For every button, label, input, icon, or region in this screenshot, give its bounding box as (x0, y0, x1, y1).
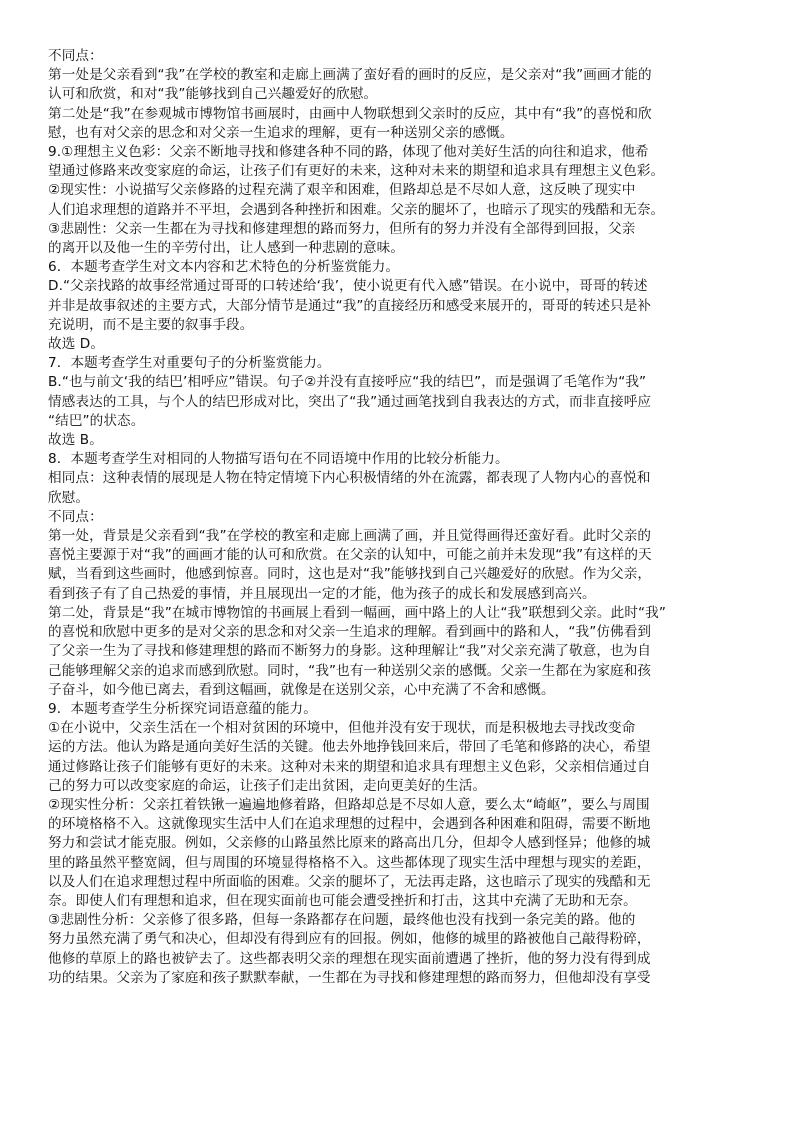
text-line: ②现实性：小说描写父亲修路的过程充满了艰辛和困难，但路却总是不尽如人意，这反映了现实中 (48, 182, 636, 199)
text-line: 努力和尝试才能克服。例如，父亲修的山路虽然比原来的路高出几分，但却令人感到怪异；他修的城 (48, 835, 651, 852)
text-line: 9．本题考查学生分析探究词语意蕴的能力。 (48, 700, 317, 717)
text-line: 功的结果。父亲为了家庭和孩子默默奉献，一生都在为寻找和修建理想的路而努力，但他却没有享受 (48, 969, 651, 986)
text-line: 相同点：这种表情的展现是人物在特定情境下内心积极情绪的外在流露，都表现了人物内心的喜悦和 (48, 470, 651, 487)
text-line: 喜悦主要源于对“我”的画画才能的认可和欣赏。在父亲的认知中，可能之前并未发现“我”有这样的天 (48, 547, 652, 564)
text-line: 充说明，而不是主要的叙事手段。 (48, 316, 254, 333)
text-line: 己的努力可以改变家庭的命运，让孩子们走出贫困，走向更美好的生活。 (48, 777, 487, 794)
text-line: 第二处是“我”在参观城市博物馆书画展时，由画中人物联想到父亲时的反应，其中有“我”的喜悦和欣 (48, 105, 652, 122)
text-line: 他修的草原上的路也被铲去了。这些都表明父亲的理想在现实面前遭遇了挫折，他的努力没有得到成 (48, 950, 651, 967)
text-line: ①在小说中，父亲生活在一个相对贫困的环境中，但他并没有安于现状，而是积极地去寻找改变命 (48, 720, 636, 737)
text-line: 不同点： (48, 48, 103, 64)
text-line: B.“也与前文‘我的结巴’相呼应”错误。句子②并没有直接呼应“我的结巴”，而是强调了毛笔作为“我” (48, 374, 647, 391)
text-line: 通过修路让孩子们能够有更好的未来。这种对未来的期望和追求具有理想主义色彩，父亲相信通过自 (48, 758, 651, 775)
text-line: 人们追求理想的道路并不平坦，会遇到各种挫折和困难。父亲的腿坏了，也暗示了现实的残酷和无奈。 (48, 201, 665, 218)
text-line: 6．本题考查学生对文本内容和艺术特色的分析鉴赏能力。 (48, 259, 400, 276)
text-line: 望通过修路来改变家庭的命运，让孩子们有更好的未来，这种对未来的期望和追求具有理想主义色彩。 (48, 163, 665, 180)
text-line: 子奋斗，如今他已离去，看到这幅画，就像是在送别父亲，心中充满了不舍和感慨。 (48, 681, 555, 698)
text-line: 了父亲一生为了寻找和修建理想的路而不断努力的身影。这种理解让“我”对父亲充满了敬意，也为自 (48, 643, 652, 660)
text-line: 第一处是父亲看到“我”在学校的教室和走廊上画满了蛮好看的画时的反应，是父亲对“我”画画才能的 (48, 67, 652, 84)
text-line: D.“父亲找路的故事经常通过哥哥的口转述给‘我’，使小说更有代入感”错误。在小说中，哥哥的转述 (48, 278, 648, 295)
text-line: 情感表达的工具，与个人的结巴形成对比，突出了“我”通过画笔找到自我表达的方式，而非直接呼应 (48, 393, 652, 410)
text-line: 的喜悦和欣慰中更多的是对父亲的思念和对父亲一生追求的理解。看到画中的路和人，“我”仿佛看到 (48, 624, 652, 641)
text-line: 欣慰。 (48, 489, 90, 506)
text-line: 8．本题考查学生对相同的人物描写语句在不同语境中作用的比较分析能力。 (48, 451, 509, 468)
text-line: 运的方法。他认为路是通向美好生活的关键。他去外地挣钱回来后，带回了毛笔和修路的决心，希望 (48, 739, 651, 756)
text-line: 里的路虽然平整宽阔，但与周围的环境显得格格不入。这些都体现了现实生活中理想与现实的差距， (48, 854, 651, 871)
text-line: 的离开以及他一生的辛劳付出，让人感到一种悲剧的意味。 (48, 240, 405, 257)
text-line: ③悲剧性：父亲一生都在为寻找和修建理想的路而努力，但所有的努力并没有全部得到回报，父亲 (48, 220, 636, 237)
text-line: 努力虽然充满了勇气和决心，但却没有得到应有的回报。例如，他修的城里的路被他自己敲得粉碎， (48, 931, 651, 948)
text-line: 以及人们在追求理想过程中所面临的困难。父亲的腿坏了，无法再走路，这也暗示了现实的残酷和无 (48, 873, 651, 890)
text-line: 故选 B。 (48, 432, 103, 449)
text-line: ②现实性分析：父亲扛着铁锹一遍遍地修着路，但路却总是不尽如人意，要么太“崎岖”，要么与周围 (48, 796, 650, 813)
text-line: 认可和欣赏，和对“我”能够找到自己兴趣爱好的欣慰。 (48, 86, 378, 103)
text-line: 赋，当看到这些画时，他感到惊喜。同时，这也是对“我”能够找到自己兴趣爱好的欣慰。作为父亲， (48, 566, 652, 583)
text-line: 慰，也有对父亲的思念和对父亲一生追求的理解，更有一种送别父亲的感慨。 (48, 124, 514, 141)
answer-document (48, 47, 754, 988)
text-line: ③悲剧性分析：父亲修了很多路，但每一条路都存在问题，最终他也没有找到一条完美的路。他的 (48, 912, 636, 929)
text-line: 看到孩子有了自己热爱的事情，并且展现出一定的才能，他为孩子的成长和发展感到高兴。 (48, 585, 596, 602)
text-line: 9.①理想主义色彩：父亲不断地寻找和修建各种不同的路，体现了他对美好生活的向往和追求，他希 (48, 144, 649, 161)
text-line: 7．本题考查学生对重要句子的分析鉴赏能力。 (48, 355, 331, 372)
text-line: 不同点： (48, 508, 103, 525)
text-line: 己能够理解父亲的追求而感到欣慰。同时，“我”也有一种送别父亲的感慨。父亲一生都在为家庭和孩 (48, 662, 652, 679)
text-line: 第二处，背景是“我”在城市博物馆的书画展上看到一幅画，画中路上的人让“我”联想到父亲。此时“我” (48, 604, 666, 621)
text-line: 奈。即使人们有理想和追求，但在现实面前也可能会遭受挫折和打击，这其中充满了无助和无奈。 (48, 892, 637, 909)
text-line: 的环境格格不入。这就像现实生活中人们在追求理想的过程中，会遇到各种困难和阻碍，需要不断地 (48, 816, 651, 833)
text-line: 第一处，背景是父亲看到“我”在学校的教室和走廊上画满了画，并且觉得画得还蛮好看。此时父亲的 (48, 528, 652, 545)
text-line: 故选 D。 (48, 336, 105, 353)
text-line: 并非是故事叙述的主要方式，大部分情节是通过“我”的直接经历和感受来展开的，哥哥的转述只是补 (48, 297, 652, 314)
text-line: “结巴”的状态。 (48, 412, 145, 429)
